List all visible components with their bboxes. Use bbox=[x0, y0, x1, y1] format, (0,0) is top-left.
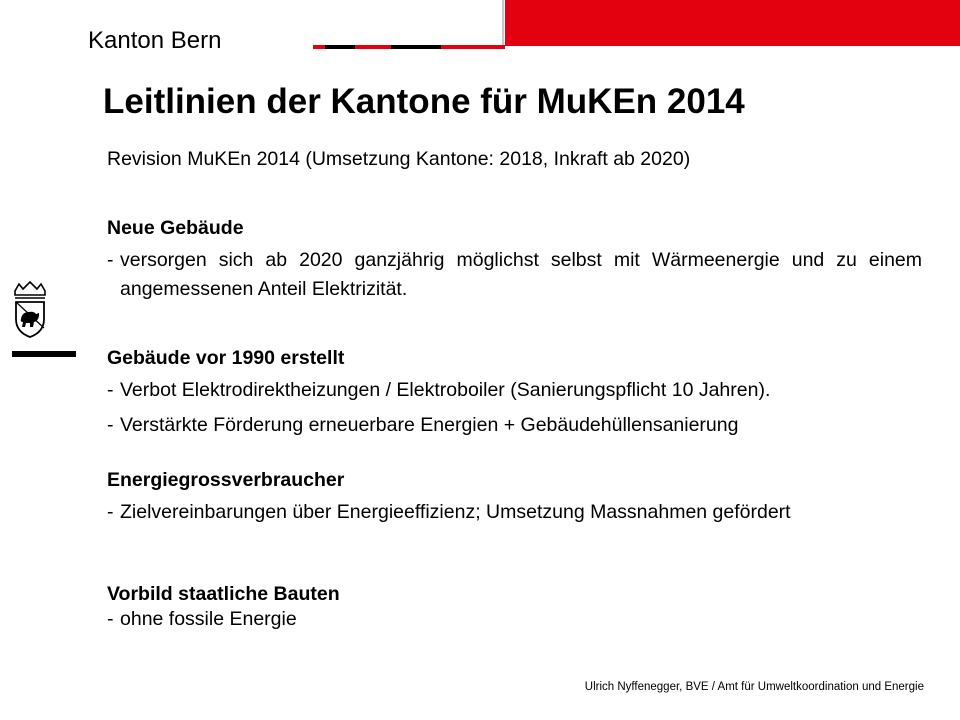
footer-author: Ulrich Nyffenegger, BVE / Amt für Umweltkoordination und Energie bbox=[584, 681, 924, 693]
bullet-dash: - bbox=[107, 249, 114, 271]
bullet-dash: - bbox=[107, 379, 114, 401]
bullet-dash: - bbox=[107, 608, 114, 630]
header-stripe-red-2 bbox=[355, 45, 391, 49]
crest-underline-bar bbox=[12, 351, 76, 357]
bullet-text: versorgen sich ab 2020 ganzjährig möglichst selbst mit Wärmeenergie und zu einem angemessenen Anteil Elektrizität. bbox=[120, 249, 922, 300]
canton-name: Kanton Bern bbox=[88, 27, 222, 54]
bullet-text: Zielvereinbarungen über Energieeffizienz; Umsetzung Massnahmen gefördert bbox=[120, 501, 791, 523]
slide-title: Leitlinien der Kantone für MuKEn 2014 bbox=[103, 82, 745, 121]
bullet-item bbox=[107, 376, 922, 405]
header-stripe-red-1 bbox=[313, 45, 325, 49]
header-stripe-black-2 bbox=[391, 45, 441, 49]
bullet-item bbox=[107, 498, 922, 527]
bullet-text: ohne fossile Energie bbox=[120, 608, 297, 630]
bern-coat-of-arms-icon bbox=[12, 281, 48, 339]
bullet-item bbox=[107, 246, 922, 304]
section-heading-new-buildings: Neue Gebäude bbox=[107, 217, 244, 239]
bullet-text: Verstärkte Förderung erneuerbare Energien + Gebäudehüllensanierung bbox=[120, 414, 739, 436]
bullet-dash: - bbox=[107, 501, 114, 523]
section-heading-public-buildings: Vorbild staatliche Bauten bbox=[107, 583, 340, 605]
bullet-item bbox=[107, 411, 922, 440]
bullet-item bbox=[107, 605, 922, 634]
slide-subtitle: Revision MuKEn 2014 (Umsetzung Kantone: 2018, Inkraft ab 2020) bbox=[107, 148, 691, 170]
section-heading-large-energy-consumers: Energiegrossverbraucher bbox=[107, 469, 345, 491]
header-red-block bbox=[505, 0, 960, 46]
section-heading-buildings-before-1990: Gebäude vor 1990 erstellt bbox=[107, 347, 345, 369]
bullet-text: Verbot Elektrodirektheizungen / Elektroboiler (Sanierungspflicht 10 Jahren). bbox=[120, 379, 771, 401]
header-stripe-red-3 bbox=[441, 45, 505, 49]
header-stripe-black-1 bbox=[325, 45, 355, 49]
header-divider bbox=[502, 0, 504, 46]
bullet-dash: - bbox=[107, 414, 114, 436]
